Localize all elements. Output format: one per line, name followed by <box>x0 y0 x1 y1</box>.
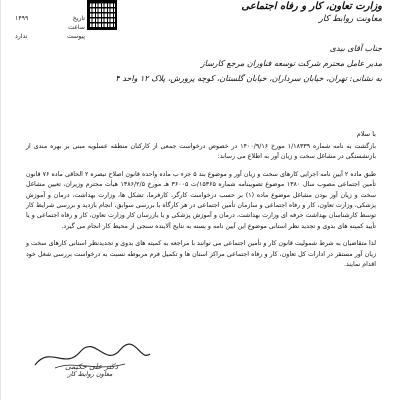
recipient-block <box>52 42 382 87</box>
meta-attachment-row <box>15 32 85 41</box>
ministry-heading <box>172 0 382 26</box>
letter-meta-block <box>15 14 85 41</box>
meta-attachment-value: ندارد <box>15 33 28 40</box>
greeting: با سلام <box>356 130 376 138</box>
recipient-name: جناب آقای بیدی <box>329 44 382 53</box>
meta-date-value: ۱۴۹۹ <box>15 15 29 22</box>
body-paragraph-1: بازگشت به نامه شماره ۱/۱۸۳۳۹ مورخ ۱۴۰۰/۹/۱۶ در خصوص درخواست جمعی از کارکنان منطقه عسلویه مبنی بر بهره مندی از بازنشستگی در مشاغل سخت و زیان آور به اطلاع می رساند: <box>26 143 376 161</box>
ministry-department: معاونت روابط کار <box>318 14 382 24</box>
meta-date-row <box>15 14 85 23</box>
signatory-title: معاون روابط کار <box>67 370 113 378</box>
ministry-name: وزارت تعاون، کار و رفاه اجتماعی <box>241 1 382 12</box>
meta-time-row <box>15 23 85 32</box>
body-paragraph-3: لذا متقاضیان به شرط شمولیت قانون کار و تأمین اجتماعی می توانند با مراجعه به کمیته های بدوی و تجدیدنظر استانی کارهای سخت و زیان آور مستقر در ادارات کل تعاون، کار و رفاه اجتماعی مراکز استان ها و تکمیل فرم مربوطه نسبت به درخواست بررسی شغل خود اقدام نمایند. <box>26 240 376 269</box>
signature-block <box>25 340 155 390</box>
signatory-name: دکتر علی حکیمی <box>65 362 118 371</box>
qr-code-icon <box>87 0 117 30</box>
body-paragraph-2: طبق ماده ۲ آیین نامه اجرایی کارهای سخت و زیان آور و موضوع بند ۵ جزء ب ماده واحده قانون اصلاح تبصره ۲ الحاقی ماده ۷۶ قانون تأمین اجتماعی مصوب سال ۱۳۸۰ موضوع تصویبنامه شماره ۱۵۳۶۵/ت ۳۶۰۰۵ هـ مورخ ۱۳۸۶/۲/۵ هیأت محترم وزیران، تعیین مشاغل سخت و زیان آور بودن مشاغل موضوع ماده (۱) بر حسب درخواست کارگر، کارفرما، تشکل ها، وزارت بهداشت، درمان و آموزش پزشکی، وزارت تعاون، کار و رفاه اجتماعی و سازمان تأمین اجتماعی در هر کارگاه با بررسی سوابق، انجام بازدید و بررسی شرایط کار توسط کارشناسان بهداشت حرفه ای وزارت بهداشت، درمان و آموزش پزشکی و یا بازرسان کار وزارت تعاون، کار و رفاه اجتماعی و یا تأیید کمیته های بدوی و تجدید نظر استانی موضوع این آیین نامه و بسته به نتایج آلاینده سنجی از محیط کار انجام می گیرد. <box>26 170 377 230</box>
meta-attachment-label: پیوست <box>66 33 85 40</box>
recipient-title: مدیر عامل محترم شرکت توسعه فناوران مرجع کارساز <box>200 59 382 68</box>
recipient-address: به نشانی: تهران، خیابان سرداران، خیابان گلستان، کوچه پرورش، پلاک ۱۲ واحد ۴ <box>115 74 382 83</box>
meta-date-label: تاریخ <box>72 15 85 22</box>
letter-body <box>26 142 376 277</box>
meta-time-label: ساعت <box>68 24 85 31</box>
